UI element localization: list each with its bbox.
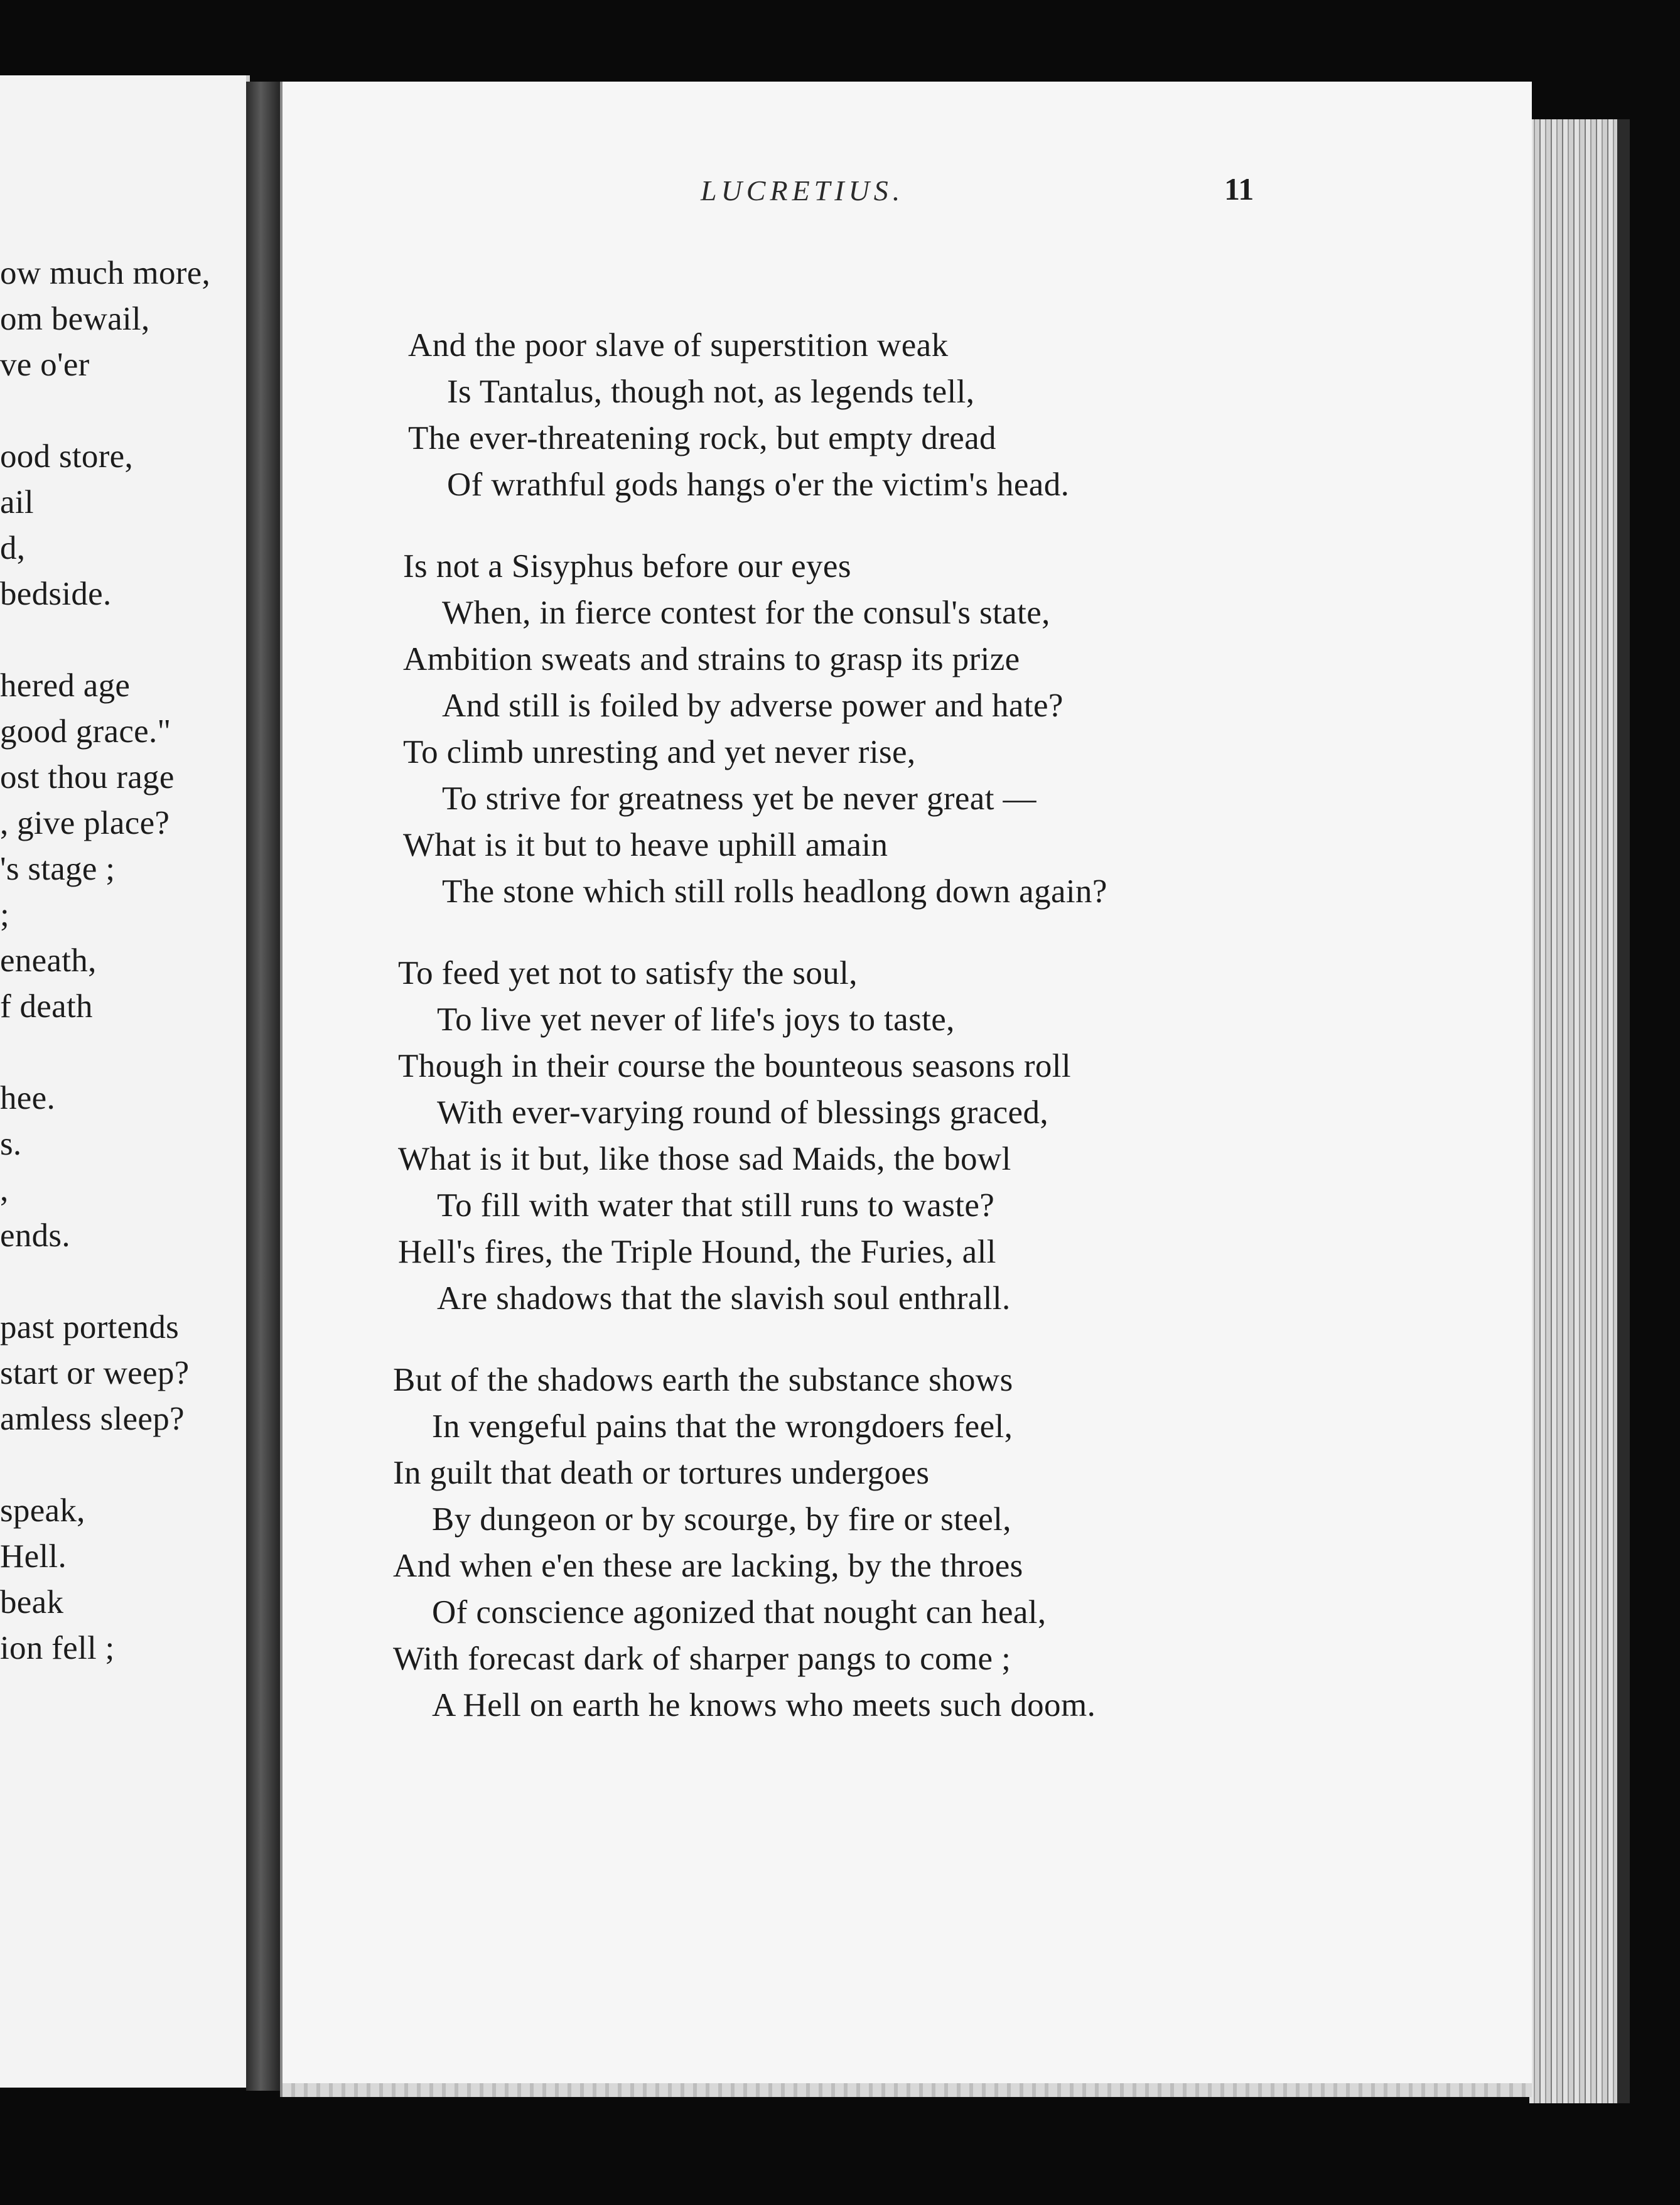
poem-line: And the poor slave of superstition weak xyxy=(408,327,949,364)
poem-line: Are shadows that the slavish soul enthrall. xyxy=(437,1280,1011,1317)
left-page-fragment: , xyxy=(0,1172,9,1208)
left-page-fragment: 's stage ; xyxy=(0,851,116,887)
left-page-fragment: ve o'er xyxy=(0,347,90,383)
left-page-fragment: om bewail, xyxy=(0,301,150,337)
poem-line: With forecast dark of sharper pangs to come ; xyxy=(393,1641,1011,1677)
left-page-fragment: f death xyxy=(0,988,93,1025)
poem-line: To fill with water that still runs to waste? xyxy=(437,1187,995,1224)
poem-line: Of conscience agonized that nought can heal, xyxy=(432,1594,1047,1631)
left-page-fragment: ail xyxy=(0,484,34,520)
poem-line: To climb unresting and yet never rise, xyxy=(403,734,916,770)
poem-line: And still is foiled by adverse power and hate? xyxy=(442,687,1063,724)
poem-line: What is it but, like those sad Maids, the bowl xyxy=(398,1141,1011,1177)
left-page-fragment: start or weep? xyxy=(0,1355,190,1391)
left-page-fragment: amless sleep? xyxy=(0,1401,185,1437)
left-page-fragment: bedside. xyxy=(0,576,112,612)
poem-line: Though in their course the bounteous seasons roll xyxy=(398,1048,1072,1084)
left-page-fragment: , give place? xyxy=(0,805,170,841)
page-edges xyxy=(1529,119,1630,2103)
poem-line: Hell's fires, the Triple Hound, the Furies, all xyxy=(398,1234,996,1270)
left-page-fragment: d, xyxy=(0,530,26,566)
poem-line: Ambition sweats and strains to grasp its prize xyxy=(403,641,1020,677)
left-page-fragment: hee. xyxy=(0,1080,55,1116)
poem-line: To strive for greatness yet be never great — xyxy=(442,780,1037,817)
left-page-fragment: ood store, xyxy=(0,438,134,475)
left-page-fragment: past portends xyxy=(0,1309,180,1345)
poem-line: What is it but to heave uphill amain xyxy=(403,827,888,863)
poem-line: To feed yet not to satisfy the soul, xyxy=(398,955,858,991)
left-page-fragment: Hell. xyxy=(0,1538,67,1575)
left-page-fragment: ; xyxy=(0,897,10,933)
poem-line: The ever-threatening rock, but empty dread xyxy=(408,420,996,456)
left-page-fragment: s. xyxy=(0,1126,22,1162)
poem-line: The stone which still rolls headlong down again? xyxy=(442,873,1107,910)
poem-line: With ever-varying round of blessings graced, xyxy=(437,1094,1049,1131)
left-page-fragment: beak xyxy=(0,1584,64,1620)
left-facing-page xyxy=(0,75,250,2088)
book-gutter xyxy=(246,82,283,2091)
left-page-fragment: speak, xyxy=(0,1492,85,1529)
left-page-fragment: hered age xyxy=(0,667,131,704)
left-page-fragment: ow much more, xyxy=(0,255,211,291)
left-page-fragment: ion fell ; xyxy=(0,1630,115,1666)
poem-line: Of wrathful gods hangs o'er the victim's head. xyxy=(447,466,1070,503)
left-page-fragment: ost thou rage xyxy=(0,759,175,795)
poem-line: And when e'en these are lacking, by the throes xyxy=(393,1548,1023,1584)
left-page-fragment: eneath, xyxy=(0,942,97,979)
poem-line: When, in fierce contest for the consul's state, xyxy=(442,595,1050,631)
poem-line: But of the shadows earth the substance shows xyxy=(393,1362,1013,1398)
poem-line: Is not a Sisyphus before our eyes xyxy=(403,548,851,585)
page-number: 11 xyxy=(1224,171,1254,207)
poem-line: In guilt that death or tortures undergoes xyxy=(393,1455,930,1491)
left-page-fragment: good grace." xyxy=(0,713,171,750)
left-page-fragment: ends. xyxy=(0,1217,70,1254)
poem-line: To live yet never of life's joys to taste, xyxy=(437,1001,955,1038)
poem-line: By dungeon or by scourge, by fire or steel, xyxy=(432,1501,1011,1538)
poem-line: In vengeful pains that the wrongdoers feel, xyxy=(432,1408,1013,1445)
running-head: LUCRETIUS. xyxy=(701,175,905,207)
poem-line: A Hell on earth he knows who meets such doom. xyxy=(432,1687,1096,1723)
poem-line: Is Tantalus, though not, as legends tell, xyxy=(447,374,975,410)
